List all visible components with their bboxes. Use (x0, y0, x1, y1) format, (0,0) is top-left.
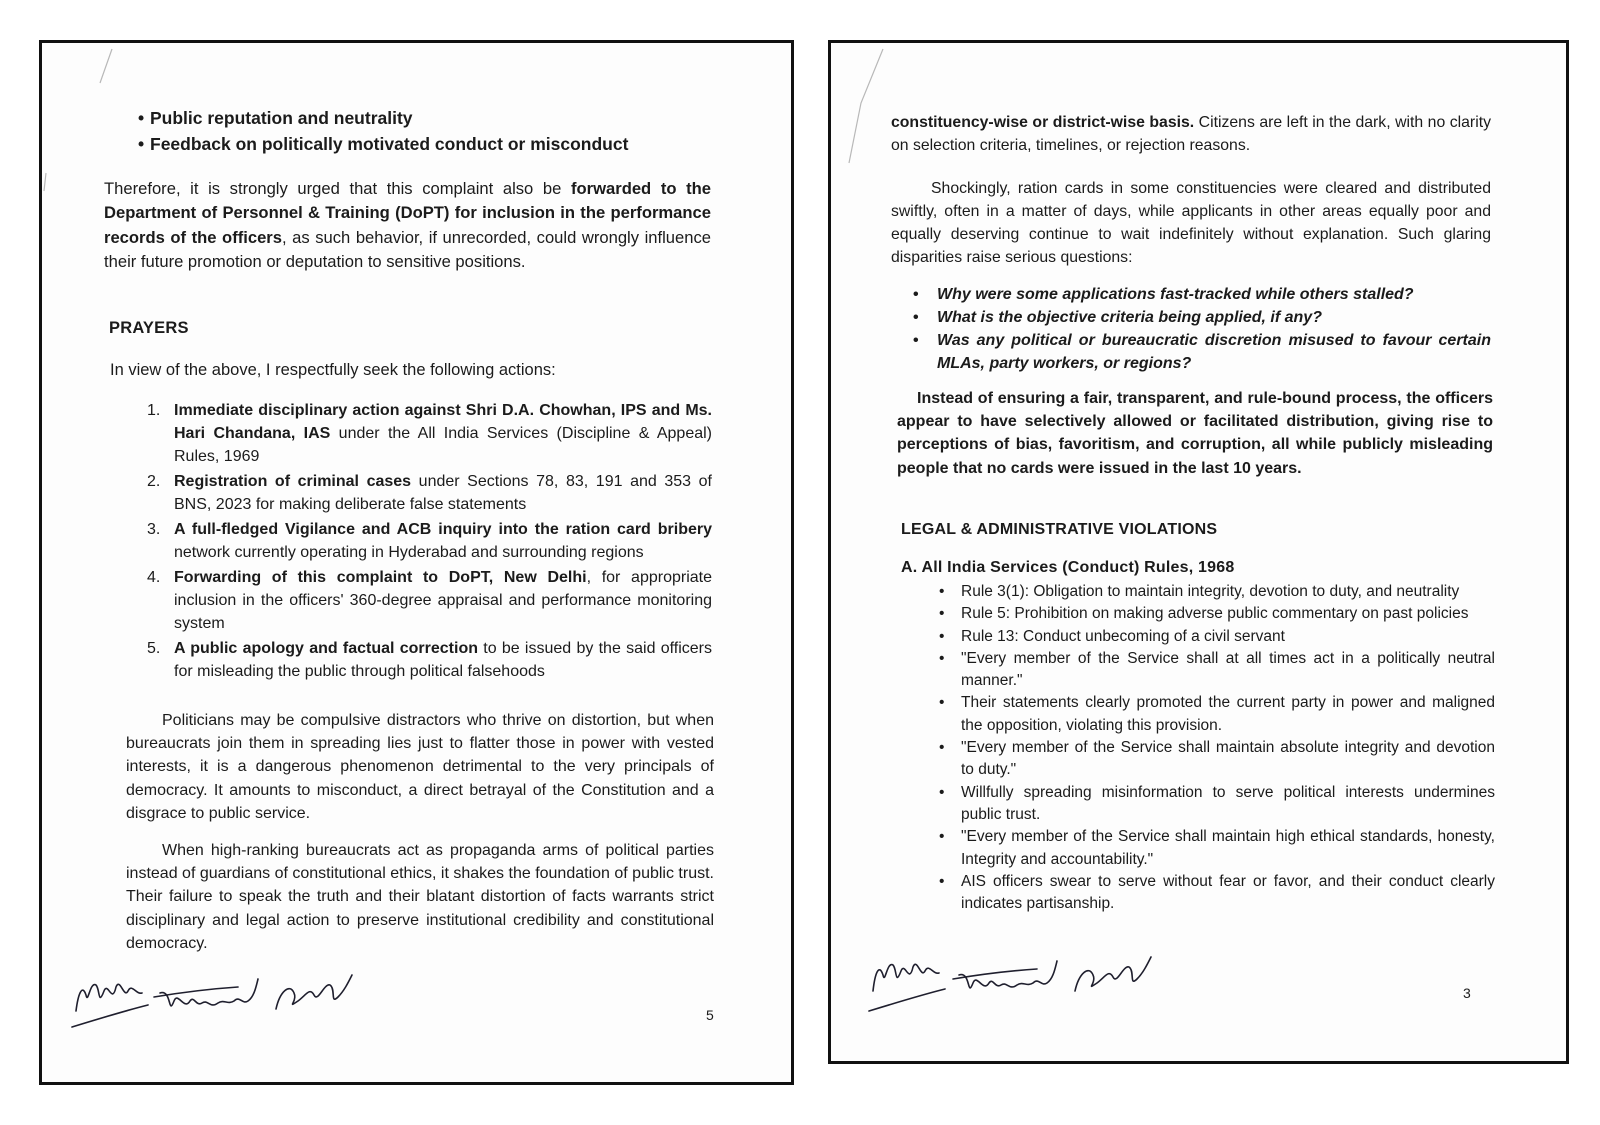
item-text: , for appropriate inclusion in the officers' 360-degree appraisal and performance monitoring system (174, 569, 713, 632)
therefore-paragraph (104, 177, 711, 274)
paper-crease-mark (42, 43, 122, 193)
prayers-intro: In view of the above, I respectfully seek the following actions: (110, 361, 556, 379)
rule-item: • "Every member of the Service shall at all times act in a politically neutral manner." (961, 648, 1495, 693)
prayer-item (147, 518, 712, 564)
item-bold-text: Registration of criminal cases (174, 473, 412, 490)
paragraph-text: When high-ranking bureaucrats act as propaganda arms of political parties instead of guardians of constitutional ethics, it shakes the foundation of public trust. Their failure to speak the truth and their blatant distortion of facts warrants strict disciplinary and legal action to preserve institutional credibility and constitutional democracy. (126, 842, 714, 952)
paragraph-text: Citizens are left in the dark, with no clarity on selection criteria, timelines, or rejection reasons. (891, 114, 1491, 154)
item-bold-text: Immediate disciplinary action against Shri D.A. Chowhan, IPS and Ms. Hari Chandana, IAS (174, 402, 712, 442)
paragraph-text: , as such behavior, if unrecorded, could wrongly influence their future promotion or deputation to sensitive positions. (104, 227, 711, 271)
question-item: • Was any political or bureaucratic discretion misused to favour certain MLAs, party workers, or regions? (937, 329, 1491, 375)
rule-item: • Rule 13: Conduct unbecoming of a civil servant (961, 626, 1495, 648)
item-text: under Sections 78, 83, 191 and 353 of BNS, 2023 for making deliberate false statements (174, 473, 713, 513)
paragraph-text: Politicians may be compulsive distractors who thrive on distortion, but when bureaucrats join them in spreading lies just to flatter those in power with vested interests, it is a dangerous phenomenon detrimental to the very principals of democracy. It amounts to misconduct, a direct betrayal of the Constitution and a disgrace to public service. (126, 712, 714, 822)
paragraph-bold-text: Instead of ensuring a fair, transparent, and rule-bound process, the officers appear to have selectively allowed or facilitated distribution, giving rise to perceptions of bias, favoritism, and corruption, all while publicly misleading people that no cards were issued in the last 10 years. (897, 390, 1493, 477)
questions-list (937, 283, 1491, 375)
prayers-heading: PRAYERS (109, 319, 189, 337)
rule-item: • AIS officers swear to serve without fear or favor, and their conduct clearly indicates partisanship. (961, 871, 1495, 916)
rule-item: • "Every member of the Service shall maintain absolute integrity and devotion to duty." (961, 737, 1495, 782)
page-number: 3 (1463, 985, 1471, 1001)
reputation-bullets (138, 105, 698, 157)
rule-item: • Their statements clearly promoted the current party in power and maligned the opposition, violating this provision. (961, 692, 1495, 737)
paragraph-text: Therefore, it is strongly urged that this complaint also be (104, 179, 571, 198)
conduct-rules-subheading: A. All India Services (Conduct) Rules, 1968 (901, 559, 1235, 576)
rule-item: • Rule 5: Prohibition on making adverse public commentary on past policies (961, 603, 1495, 625)
question-item: • Why were some applications fast-tracked while others stalled? (937, 283, 1491, 306)
bureaucrats-paragraph (126, 839, 714, 955)
item-bold-text: A public apology and factual correction (174, 640, 478, 657)
rule-item: • Rule 3(1): Obligation to maintain integrity, devotion to duty, and neutrality (961, 581, 1495, 603)
shockingly-paragraph (891, 177, 1491, 269)
rule-item: • "Every member of the Service shall maintain high ethical standards, honesty, Integrity and accountability." (961, 826, 1495, 871)
prayer-item (147, 470, 713, 516)
criteria-paragraph (891, 111, 1491, 157)
item-number: 2. (147, 473, 161, 490)
instead-paragraph (897, 387, 1493, 480)
item-bold-text: A full-fledged Vigilance and ACB inquiry into the ration card bribery (174, 521, 712, 538)
prayer-item (147, 566, 713, 635)
prayer-item (147, 637, 713, 683)
violations-heading: LEGAL & ADMINISTRATIVE VIOLATIONS (901, 521, 1218, 538)
page-number: 5 (706, 1007, 714, 1023)
handwritten-signatures (861, 943, 1171, 1018)
politicians-paragraph (126, 709, 714, 825)
item-text: to be issued by the said officers for misleading the public through political falsehoods (174, 640, 713, 680)
rule-item: • Willfully spreading misinformation to serve political interests undermines public trust. (961, 782, 1495, 827)
paragraph-text: Shockingly, ration cards in some constituencies were cleared and distributed swiftly, often in a matter of days, while applicants in other areas equally poor and equally deserving continue to wait indefinitely without explanation. Such glaring disparities raise serious questions: (891, 180, 1491, 266)
prayer-item (147, 399, 713, 468)
item-number: 1. (147, 402, 161, 419)
handwritten-signatures (68, 965, 378, 1035)
item-number: 5. (147, 640, 161, 657)
prayers-list (147, 399, 713, 685)
question-item: • What is the objective criteria being applied, if any? (937, 306, 1491, 329)
paragraph-bold-text: constituency-wise or district-wise basis. (891, 114, 1195, 131)
rules-list (961, 581, 1495, 915)
item-text: under the All India Services (Discipline & Appeal) Rules, 1969 (174, 425, 713, 465)
item-bold-text: Forwarding of this complaint to DoPT, New Delhi (174, 569, 587, 586)
document-page-5 (39, 40, 794, 1085)
bullet-item: • Feedback on politically motivated conduct or misconduct (138, 131, 698, 157)
document-page-3 (828, 40, 1569, 1064)
paragraph-bold-text: forwarded to the Department of Personnel & Training (DoPT) for inclusion in the performance records of the officers (104, 179, 711, 247)
item-text: network currently operating in Hyderabad and surrounding regions (174, 544, 644, 561)
item-number: 3. (147, 521, 161, 538)
item-number: 4. (147, 569, 161, 586)
bullet-item: • Public reputation and neutrality (138, 105, 698, 131)
